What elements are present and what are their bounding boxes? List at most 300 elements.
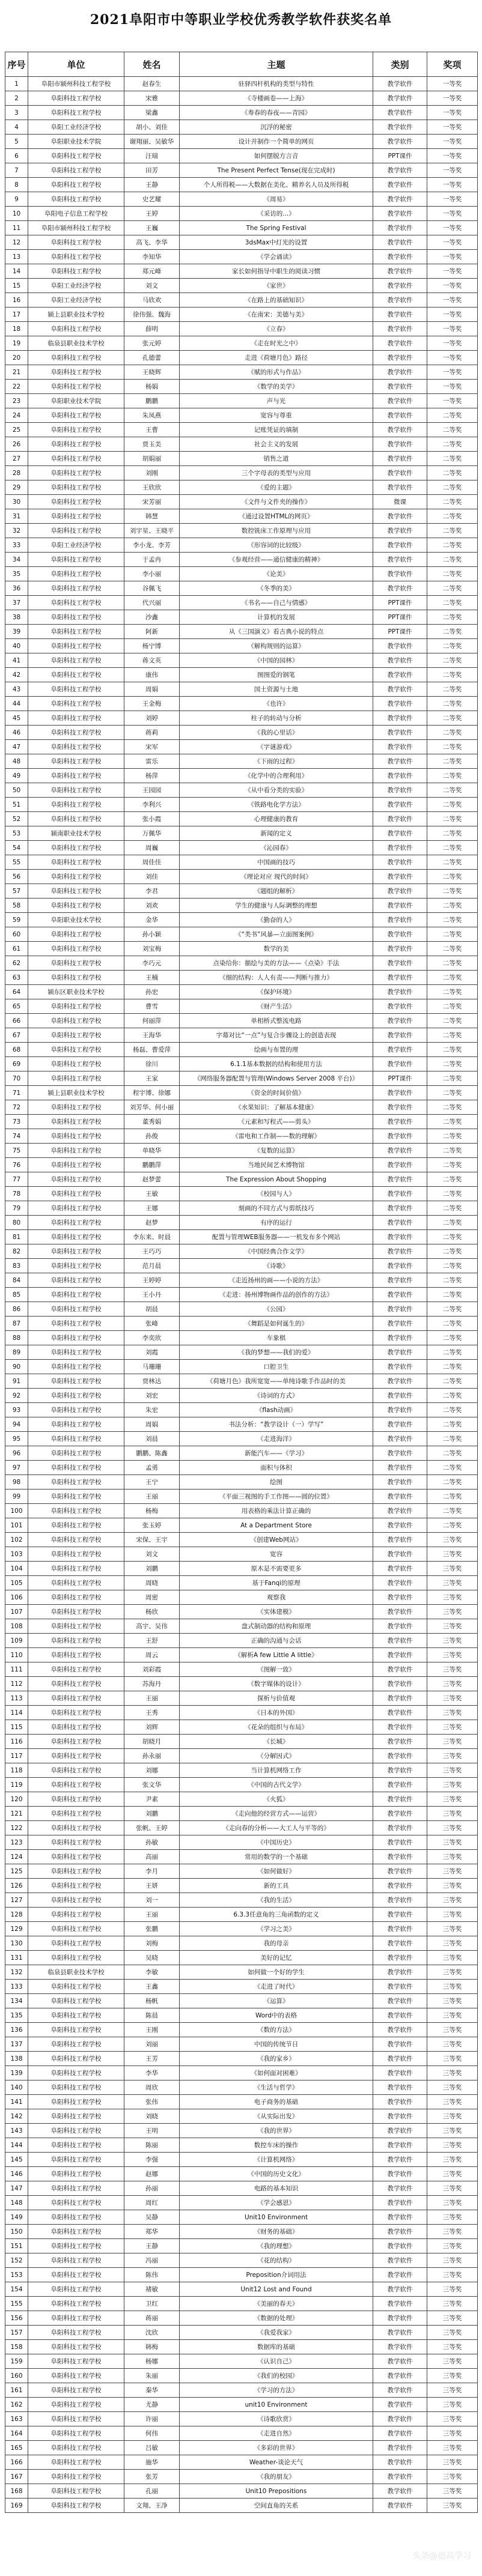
cell-topic: 《爱的主题》 xyxy=(180,480,373,495)
cell-name: 胡娟丽 xyxy=(124,452,180,466)
cell-no: 65 xyxy=(5,999,28,1014)
cell-unit: 阜阳工业经济学校 xyxy=(28,293,124,308)
cell-no: 140 xyxy=(5,2080,28,2095)
cell-topic: 《我的梦想——我们的爱》 xyxy=(180,1345,373,1360)
table-row xyxy=(5,106,478,120)
cell-name: 王舒 xyxy=(124,1634,180,1648)
table-row xyxy=(5,120,478,135)
cell-category: 教学软件 xyxy=(373,899,427,913)
cell-topic: 《题组的解析》 xyxy=(180,884,373,899)
cell-award: 三等奖 xyxy=(427,1922,478,1936)
cell-award: 三等奖 xyxy=(427,1980,478,1994)
cell-award: 三等奖 xyxy=(427,1720,478,1735)
cell-name: 张元婷 xyxy=(124,336,180,351)
cell-topic: 驻驿四杆机构的类型与特性 xyxy=(180,77,373,91)
cell-award: 一等奖 xyxy=(427,207,478,221)
cell-unit: 阜阳科技工程学校 xyxy=(28,1821,124,1835)
cell-name: 王楠 xyxy=(124,971,180,985)
cell-category: 教学软件 xyxy=(373,553,427,567)
cell-category: 教学软件 xyxy=(373,1706,427,1720)
cell-no: 7 xyxy=(5,163,28,178)
cell-no: 60 xyxy=(5,927,28,942)
cell-topic: 《走进自然》 xyxy=(180,2426,373,2441)
cell-award: 三等奖 xyxy=(427,1850,478,1864)
cell-award: 三等奖 xyxy=(427,2441,478,2455)
cell-name: 文翔、王净 xyxy=(124,2499,180,2513)
cell-no: 2 xyxy=(5,91,28,106)
table-row xyxy=(5,322,478,336)
cell-unit: 阜阳科技工程学校 xyxy=(28,682,124,697)
table-row xyxy=(5,1115,478,1129)
cell-unit: 阜阳科技工程学校 xyxy=(28,1879,124,1893)
cell-no: 70 xyxy=(5,1071,28,1086)
cell-topic: 《“类书”风暴—立面图案例》 xyxy=(180,927,373,942)
cell-category: 教学软件 xyxy=(373,1244,427,1259)
cell-name: 王秀 xyxy=(124,1706,180,1720)
table-row xyxy=(5,1014,478,1028)
cell-award: 二等奖 xyxy=(427,408,478,423)
cell-category: 教学软件 xyxy=(373,1735,427,1749)
cell-topic: 当地民间艺术博物馆 xyxy=(180,1158,373,1172)
cell-unit: 阜阳科技工程学校 xyxy=(28,2167,124,2181)
cell-category: 教学软件 xyxy=(373,1288,427,1302)
cell-category: 教学软件 xyxy=(373,1576,427,1590)
cell-no: 44 xyxy=(5,697,28,711)
cell-name: 何伟 xyxy=(124,2426,180,2441)
cell-award: 三等奖 xyxy=(427,2080,478,2095)
cell-unit: 阜阳工业经济学校 xyxy=(28,538,124,553)
table-row xyxy=(5,2455,478,2470)
table-row xyxy=(5,1518,478,1533)
cell-topic: 《解析A few Little A little》 xyxy=(180,1648,373,1662)
cell-category: 教学软件 xyxy=(373,1057,427,1071)
cell-no: 108 xyxy=(5,1619,28,1634)
table-row xyxy=(5,308,478,322)
cell-category: 教学软件 xyxy=(373,2138,427,2153)
cell-unit: 阜阳科技工程学校 xyxy=(28,2066,124,2080)
cell-no: 31 xyxy=(5,509,28,524)
cell-name: 刘文 xyxy=(124,279,180,293)
cell-topic: 《数的方法》 xyxy=(180,2023,373,2037)
cell-name: 陈晨 xyxy=(124,2008,180,2023)
cell-no: 67 xyxy=(5,1028,28,1043)
cell-name: 刘刚 xyxy=(124,466,180,480)
cell-unit: 阜阳科技工程学校 xyxy=(28,1533,124,1547)
cell-unit: 阜阳科技工程学校 xyxy=(28,1374,124,1389)
cell-topic: 《花的结构》 xyxy=(180,2253,373,2268)
cell-category: 教学软件 xyxy=(373,135,427,149)
cell-category: 教学软件 xyxy=(373,1850,427,1864)
cell-category: 教学软件 xyxy=(373,812,427,826)
cell-topic: The Spring Festival xyxy=(180,221,373,235)
cell-no: 156 xyxy=(5,2311,28,2326)
cell-award: 三等奖 xyxy=(427,1576,478,1590)
cell-category: 教学软件 xyxy=(373,726,427,740)
cell-unit: 阜阳科技工程学校 xyxy=(28,1922,124,1936)
table-row xyxy=(5,2311,478,2326)
cell-award: 一等奖 xyxy=(427,235,478,250)
cell-name: 胡小、刘佳 xyxy=(124,120,180,135)
cell-category: 教学软件 xyxy=(373,581,427,596)
cell-topic: The Expression About Shopping xyxy=(180,1172,373,1187)
table-row xyxy=(5,351,478,365)
cell-topic: 《数据的处理》 xyxy=(180,2311,373,2326)
cell-name: 刘文 xyxy=(124,1547,180,1562)
cell-name: 孙丽 xyxy=(124,2181,180,2196)
cell-unit: 阜阳科技工程学校 xyxy=(28,1908,124,1922)
cell-category: 教学软件 xyxy=(373,956,427,971)
cell-no: 139 xyxy=(5,2066,28,2080)
cell-award: 二等奖 xyxy=(427,1129,478,1144)
table-header xyxy=(5,52,478,77)
cell-no: 66 xyxy=(5,1014,28,1028)
cell-category: 教学软件 xyxy=(373,783,427,798)
cell-award: 二等奖 xyxy=(427,639,478,653)
cell-topic: 《火狐》 xyxy=(180,1792,373,1807)
cell-award: 三等奖 xyxy=(427,2138,478,2153)
cell-topic: 《勤奋的人》 xyxy=(180,913,373,927)
cell-no: 128 xyxy=(5,1908,28,1922)
cell-award: 三等奖 xyxy=(427,1590,478,1605)
cell-no: 42 xyxy=(5,668,28,682)
table-row xyxy=(5,740,478,754)
cell-category: 教学软件 xyxy=(373,2225,427,2239)
cell-category: 教学软件 xyxy=(373,120,427,135)
cell-category: 教学软件 xyxy=(373,2297,427,2311)
cell-unit: 阜阳科技工程学校 xyxy=(28,2239,124,2253)
cell-name: 王晓辉 xyxy=(124,365,180,380)
cell-name: 韩慧 xyxy=(124,509,180,524)
cell-unit: 阜阳科技工程学校 xyxy=(28,2398,124,2412)
cell-award: 三等奖 xyxy=(427,2311,478,2326)
table-row xyxy=(5,235,478,250)
cell-topic: 绘图 xyxy=(180,1475,373,1490)
cell-unit: 阜阳职业技术学校 xyxy=(28,913,124,927)
cell-name: 李小龙、李芳 xyxy=(124,538,180,553)
cell-no: 125 xyxy=(5,1864,28,1879)
cell-no: 131 xyxy=(5,1951,28,1965)
cell-unit: 阜阳科技工程学校 xyxy=(28,1590,124,1605)
cell-award: 二等奖 xyxy=(427,971,478,985)
table-row xyxy=(5,1129,478,1144)
cell-category: 教学软件 xyxy=(373,668,427,682)
cell-award: 一等奖 xyxy=(427,178,478,192)
cell-award: 二等奖 xyxy=(427,1490,478,1504)
cell-topic: 原木是不需要更多 xyxy=(180,1562,373,1576)
cell-no: 134 xyxy=(5,1994,28,2008)
cell-name: 杨梅 xyxy=(124,1504,180,1518)
cell-name: 张小霞 xyxy=(124,812,180,826)
cell-award: 二等奖 xyxy=(427,798,478,812)
cell-category: 教学软件 xyxy=(373,408,427,423)
cell-category: PPT课件 xyxy=(373,1071,427,1086)
cell-topic: 字幕对比“一点”与复合步骤设上的创造表现 xyxy=(180,1028,373,1043)
cell-award: 三等奖 xyxy=(427,1662,478,1677)
table-row xyxy=(5,639,478,653)
cell-unit: 临泉县职业技术学校 xyxy=(28,1965,124,1980)
cell-topic: 《铁路电化学方法》 xyxy=(180,798,373,812)
cell-no: 12 xyxy=(5,235,28,250)
cell-unit: 阜阳科技工程学校 xyxy=(28,639,124,653)
cell-topic: 《赋的形式与作品》 xyxy=(180,365,373,380)
cell-award: 二等奖 xyxy=(427,711,478,726)
cell-unit: 阜阳科技工程学校 xyxy=(28,1562,124,1576)
cell-topic: 如何摆脱方言音 xyxy=(180,149,373,163)
table-row xyxy=(5,1259,478,1273)
cell-category: 教学软件 xyxy=(373,1273,427,1288)
cell-no: 152 xyxy=(5,2253,28,2268)
cell-no: 133 xyxy=(5,1980,28,1994)
cell-unit: 阜阳科技工程学校 xyxy=(28,2153,124,2167)
cell-name: 刘欢 xyxy=(124,899,180,913)
cell-unit: 阜阳科技工程学校 xyxy=(28,2138,124,2153)
cell-name: 秦华 xyxy=(124,2383,180,2398)
cell-award: 三等奖 xyxy=(427,2167,478,2181)
cell-unit: 阜阳科技工程学校 xyxy=(28,1244,124,1259)
table-row xyxy=(5,596,478,610)
cell-category: 教学软件 xyxy=(373,754,427,769)
cell-award: 二等奖 xyxy=(427,653,478,668)
cell-no: 51 xyxy=(5,798,28,812)
cell-no: 163 xyxy=(5,2412,28,2426)
cell-unit: 阜阳科技工程学校 xyxy=(28,999,124,1014)
cell-no: 27 xyxy=(5,452,28,466)
cell-topic: 《形容词的比较级》 xyxy=(180,538,373,553)
cell-award: 三等奖 xyxy=(427,2239,478,2253)
cell-name: 李利兴 xyxy=(124,798,180,812)
cell-award: 三等奖 xyxy=(427,1677,478,1691)
cell-award: 一等奖 xyxy=(427,308,478,322)
cell-no: 55 xyxy=(5,855,28,870)
cell-name: 王巧巧 xyxy=(124,1244,180,1259)
cell-award: 三等奖 xyxy=(427,2196,478,2210)
cell-topic: 基于Fanqi的原理 xyxy=(180,1576,373,1590)
cell-name: 周晓 xyxy=(124,1576,180,1590)
cell-unit: 阜阳科技工程学校 xyxy=(28,2037,124,2052)
table-row xyxy=(5,2326,478,2340)
cell-topic: 《水果知识：了解基本健康》 xyxy=(180,1100,373,1115)
table-row xyxy=(5,394,478,408)
cell-unit: 阜阳科技工程学校 xyxy=(28,1735,124,1749)
cell-category: 教学软件 xyxy=(373,1605,427,1619)
table-row xyxy=(5,163,478,178)
cell-topic: 声与光 xyxy=(180,394,373,408)
cell-topic: 6.3.3任意角的三角函数的定义 xyxy=(180,1908,373,1922)
cell-no: 59 xyxy=(5,913,28,927)
page-title: 2021阜阳市中等职业学校优秀教学软件获奖名单 xyxy=(90,12,392,28)
cell-category: 教学软件 xyxy=(373,2311,427,2326)
cell-topic: 绘画与布置的理 xyxy=(180,1043,373,1057)
table-row xyxy=(5,783,478,798)
cell-no: 165 xyxy=(5,2441,28,2455)
cell-no: 117 xyxy=(5,1749,28,1763)
table-row xyxy=(5,2052,478,2066)
cell-topic: 《flash动画》 xyxy=(180,1403,373,1417)
cell-award: 一等奖 xyxy=(427,279,478,293)
cell-unit: 阜阳科技工程学校 xyxy=(28,971,124,985)
cell-category: 教学软件 xyxy=(373,1879,427,1893)
cell-unit: 阜阳科技工程学校 xyxy=(28,2499,124,2513)
cell-category: 教学软件 xyxy=(373,1014,427,1028)
cell-name: 程宇博、徐娜 xyxy=(124,1086,180,1100)
cell-category: 教学软件 xyxy=(373,322,427,336)
cell-award: 二等奖 xyxy=(427,1461,478,1475)
table-row xyxy=(5,2253,478,2268)
cell-category: 教学软件 xyxy=(373,524,427,538)
cell-category: 教学软件 xyxy=(373,1648,427,1662)
cell-name: 刘霞 xyxy=(124,1345,180,1360)
table-row xyxy=(5,2167,478,2181)
cell-topic: At a Department Store xyxy=(180,1518,373,1533)
cell-category: 教学软件 xyxy=(373,1547,427,1562)
cell-unit: 阜阳科技工程学校 xyxy=(28,2340,124,2354)
cell-award: 二等奖 xyxy=(427,783,478,798)
cell-award: 二等奖 xyxy=(427,899,478,913)
cell-unit: 阜阳科技工程学校 xyxy=(28,1417,124,1432)
cell-category: 教学软件 xyxy=(373,2181,427,2196)
cell-unit: 阜阳科技工程学校 xyxy=(28,1115,124,1129)
cell-no: 9 xyxy=(5,192,28,207)
cell-category: 教学软件 xyxy=(373,2441,427,2455)
cell-unit: 阜阳科技工程学校 xyxy=(28,783,124,798)
cell-category: 教学软件 xyxy=(373,2052,427,2066)
cell-award: 二等奖 xyxy=(427,826,478,841)
cell-award: 二等奖 xyxy=(427,1273,478,1288)
table-row xyxy=(5,942,478,956)
cell-unit: 阜阳科技工程学校 xyxy=(28,264,124,279)
cell-no: 132 xyxy=(5,1965,28,1980)
cell-topic: 《中国的古代文学》 xyxy=(180,1778,373,1792)
cell-unit: 阜阳科技工程学校 xyxy=(28,423,124,437)
cell-name: 李华 xyxy=(124,2066,180,2080)
table-row xyxy=(5,1100,478,1115)
cell-name: 于孟冉 xyxy=(124,553,180,567)
cell-topic: 面积与体积 xyxy=(180,1461,373,1475)
cell-award: 二等奖 xyxy=(427,999,478,1014)
cell-name: 周娟 xyxy=(124,682,180,697)
cell-no: 153 xyxy=(5,2268,28,2282)
table-row xyxy=(5,336,478,351)
cell-topic: 《诗词的方式》 xyxy=(180,1389,373,1403)
cell-name: 周密 xyxy=(124,1590,180,1605)
cell-topic: unit10 Environment xyxy=(180,2398,373,2412)
cell-category: 教学软件 xyxy=(373,279,427,293)
cell-no: 38 xyxy=(5,610,28,625)
cell-category: 教学软件 xyxy=(373,1533,427,1547)
cell-unit: 阜阳科技工程学校 xyxy=(28,1432,124,1446)
cell-no: 76 xyxy=(5,1158,28,1172)
cell-topic: 宽容与尊重 xyxy=(180,408,373,423)
cell-name: 卫红 xyxy=(124,2297,180,2311)
cell-name: 胡晨 xyxy=(124,1302,180,1317)
cell-topic: 《实体建模》 xyxy=(180,1605,373,1619)
cell-topic: 宽容 xyxy=(180,1547,373,1562)
cell-no: 78 xyxy=(5,1187,28,1201)
cell-category: 教学软件 xyxy=(373,106,427,120)
cell-no: 41 xyxy=(5,653,28,668)
cell-award: 二等奖 xyxy=(427,855,478,870)
table-row xyxy=(5,2369,478,2383)
cell-category: 教学软件 xyxy=(373,1403,427,1417)
cell-name: 宋军 xyxy=(124,740,180,754)
cell-category: 教学软件 xyxy=(373,682,427,697)
cell-award: 三等奖 xyxy=(427,2037,478,2052)
cell-award: 三等奖 xyxy=(427,2268,478,2282)
cell-topic: 《走向他的经营方式——运营》 xyxy=(180,1807,373,1821)
cell-topic: 《创建Web网站》 xyxy=(180,1533,373,1547)
cell-unit: 阜阳科技工程学校 xyxy=(28,235,124,250)
cell-award: 三等奖 xyxy=(427,2470,478,2484)
cell-award: 一等奖 xyxy=(427,149,478,163)
column-header-category: 类别 xyxy=(373,52,427,77)
cell-unit: 阜阳科技工程学校 xyxy=(28,250,124,264)
cell-category: 教学软件 xyxy=(373,2109,427,2124)
cell-no: 118 xyxy=(5,1763,28,1778)
cell-category: 教学软件 xyxy=(373,1172,427,1187)
cell-category: 教学软件 xyxy=(373,1475,427,1490)
table-row xyxy=(5,870,478,884)
cell-name: 单晓华 xyxy=(124,1144,180,1158)
table-row xyxy=(5,264,478,279)
cell-unit: 阜阳科技工程学校 xyxy=(28,1749,124,1763)
cell-unit: 阜阳科技工程学校 xyxy=(28,1994,124,2008)
cell-name: 王欣欣 xyxy=(124,480,180,495)
cell-no: 30 xyxy=(5,495,28,509)
cell-topic: 我的母亲 xyxy=(180,1936,373,1951)
table-row xyxy=(5,653,478,668)
cell-category: 教学软件 xyxy=(373,971,427,985)
cell-category: 教学软件 xyxy=(373,192,427,207)
cell-name: 王妍 xyxy=(124,1879,180,1893)
cell-unit: 阜阳科技工程学校 xyxy=(28,567,124,581)
cell-unit: 颍南职业技术学校 xyxy=(28,826,124,841)
table-row xyxy=(5,927,478,942)
cell-name: 周巍 xyxy=(124,841,180,855)
cell-award: 一等奖 xyxy=(427,250,478,264)
cell-unit: 阜阳科技工程学校 xyxy=(28,1763,124,1778)
cell-unit: 阜阳科技工程学校 xyxy=(28,1201,124,1216)
table-row xyxy=(5,668,478,682)
cell-category: 教学软件 xyxy=(373,2008,427,2023)
table-row xyxy=(5,798,478,812)
awards-table xyxy=(5,52,478,2513)
cell-unit: 阜阳科技工程学校 xyxy=(28,1648,124,1662)
table-row xyxy=(5,711,478,726)
cell-no: 136 xyxy=(5,2023,28,2037)
cell-name: 刘鹏 xyxy=(124,1562,180,1576)
cell-category: 教学软件 xyxy=(373,697,427,711)
cell-topic: 《花朵的组织与布局》 xyxy=(180,1720,373,1735)
table-row xyxy=(5,1778,478,1792)
cell-no: 148 xyxy=(5,2196,28,2210)
cell-topic: 图图爱的钢笔 xyxy=(180,668,373,682)
cell-name: 王宁 xyxy=(124,1475,180,1490)
cell-unit: 阜阳科技工程学校 xyxy=(28,2297,124,2311)
table-row xyxy=(5,1187,478,1201)
cell-unit: 阜阳科技工程学校 xyxy=(28,1028,124,1043)
cell-unit: 阜阳科技工程学校 xyxy=(28,91,124,106)
cell-name: 尤静 xyxy=(124,2398,180,2412)
cell-unit: 阜阳科技工程学校 xyxy=(28,625,124,639)
cell-unit: 阜阳科技工程学校 xyxy=(28,1691,124,1706)
cell-award: 三等奖 xyxy=(427,1735,478,1749)
cell-topic: 心理健康的教育 xyxy=(180,812,373,826)
cell-topic: 《我爱我家》 xyxy=(180,2326,373,2340)
table-row xyxy=(5,2109,478,2124)
cell-category: 教学软件 xyxy=(373,466,427,480)
cell-no: 52 xyxy=(5,812,28,826)
cell-name: 刘一 xyxy=(124,1893,180,1908)
